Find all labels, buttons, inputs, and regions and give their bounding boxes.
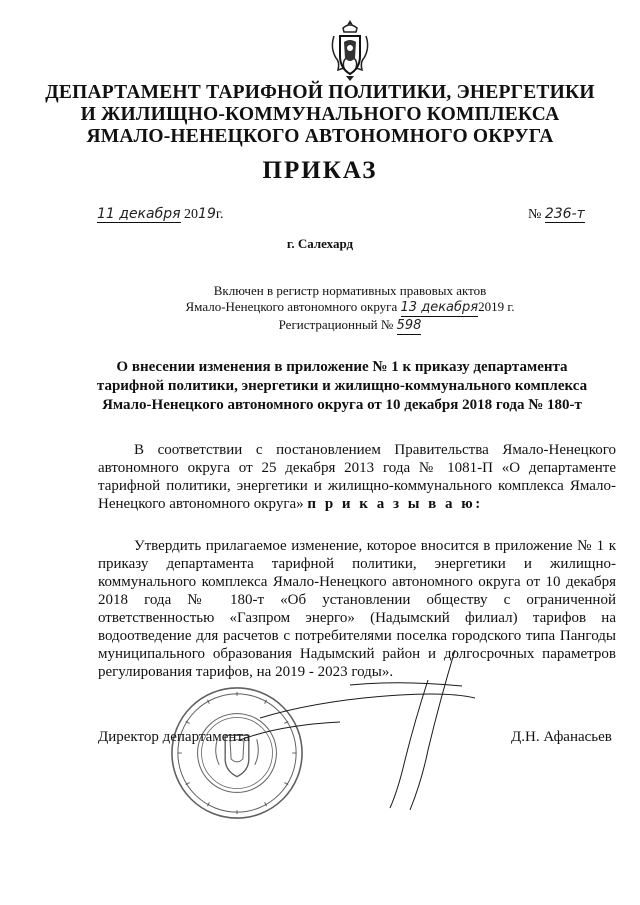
handwritten-signature <box>200 640 500 815</box>
registry-date: 13 декабря <box>400 300 479 315</box>
body-paragraph-2: Утвердить прилагаемое изменение, которое вносится в приложение № 1 к приказу департамента тарифной политики, энергетики и жилищно-коммунального комплекса Ямало-Ненецкого автономного округа от 10 декабря 2018 года № 180-т «Об установлении обществу с ограниченной ответственностью «Газпром энерго» (Надымский филиал) тарифов на водоотведение для расчетов с потребителями поселка городского типа Пангоды муниципального образования Надымский район и долгосрочных параметров регулирования тарифов, на 2019 - 2023 годы». <box>98 538 616 680</box>
year-suffix: г. <box>215 207 224 222</box>
registry-line-2 <box>170 299 530 317</box>
number-handwritten: 236-т <box>544 206 585 222</box>
coat-of-arms-icon <box>326 18 374 82</box>
preamble-text: В соответствии с постановлением Правительства Ямало-Ненецкого автономного округа от 25 декабря 2013 года № 1081-П «О департаменте тарифной политики, энергетики и жилищно-коммунального комплекса Ямало-Ненецкого автономного округа» <box>98 442 616 512</box>
registry-line-1: Включен в регистр нормативных правовых актов <box>213 283 487 298</box>
date-handwritten: 11 декабря <box>97 206 181 222</box>
department-line: ЯМАЛО-НЕНЕЦКОГО АВТОНОМНОГО ОКРУГА <box>86 126 554 147</box>
registry-note <box>170 283 530 335</box>
registry-year: 2019 г. <box>478 299 515 314</box>
registry-region: Ямало-Ненецкого автономного округа <box>185 299 398 314</box>
number-label: № <box>528 207 542 222</box>
registry-number: 598 <box>396 318 422 333</box>
city: г. Салехард <box>286 236 354 251</box>
signatory-position: Директор департамента <box>98 729 250 745</box>
department-line: ДЕПАРТАМЕНТ ТАРИФНОЙ ПОЛИТИКИ, ЭНЕРГЕТИКИ <box>45 82 595 103</box>
year-prefix: 20 <box>184 207 199 222</box>
year-handwritten: 19 <box>198 206 216 222</box>
order-verb: п р и к а з ы в а ю: <box>307 496 483 512</box>
registry-line-3 <box>170 317 530 335</box>
order-date <box>97 206 224 223</box>
order-number <box>528 206 585 223</box>
body-paragraph-1 <box>98 441 616 513</box>
department-line: И ЖИЛИЩНО-КОММУНАЛЬНОГО КОМПЛЕКСА <box>80 104 560 125</box>
document-type: ПРИКАЗ <box>262 157 378 184</box>
department-name <box>40 82 600 148</box>
signatory-name: Д.Н. Афанасьев <box>511 729 612 745</box>
registry-number-label: Регистрационный № <box>278 317 394 332</box>
order-subject: О внесении изменения в приложение № 1 к приказу департамента тарифной политики, энергетики и жилищно-коммунального комплекса Ямало-Ненецкого автономного округа от 10 декабря 2018 года № 180-т <box>96 359 588 413</box>
